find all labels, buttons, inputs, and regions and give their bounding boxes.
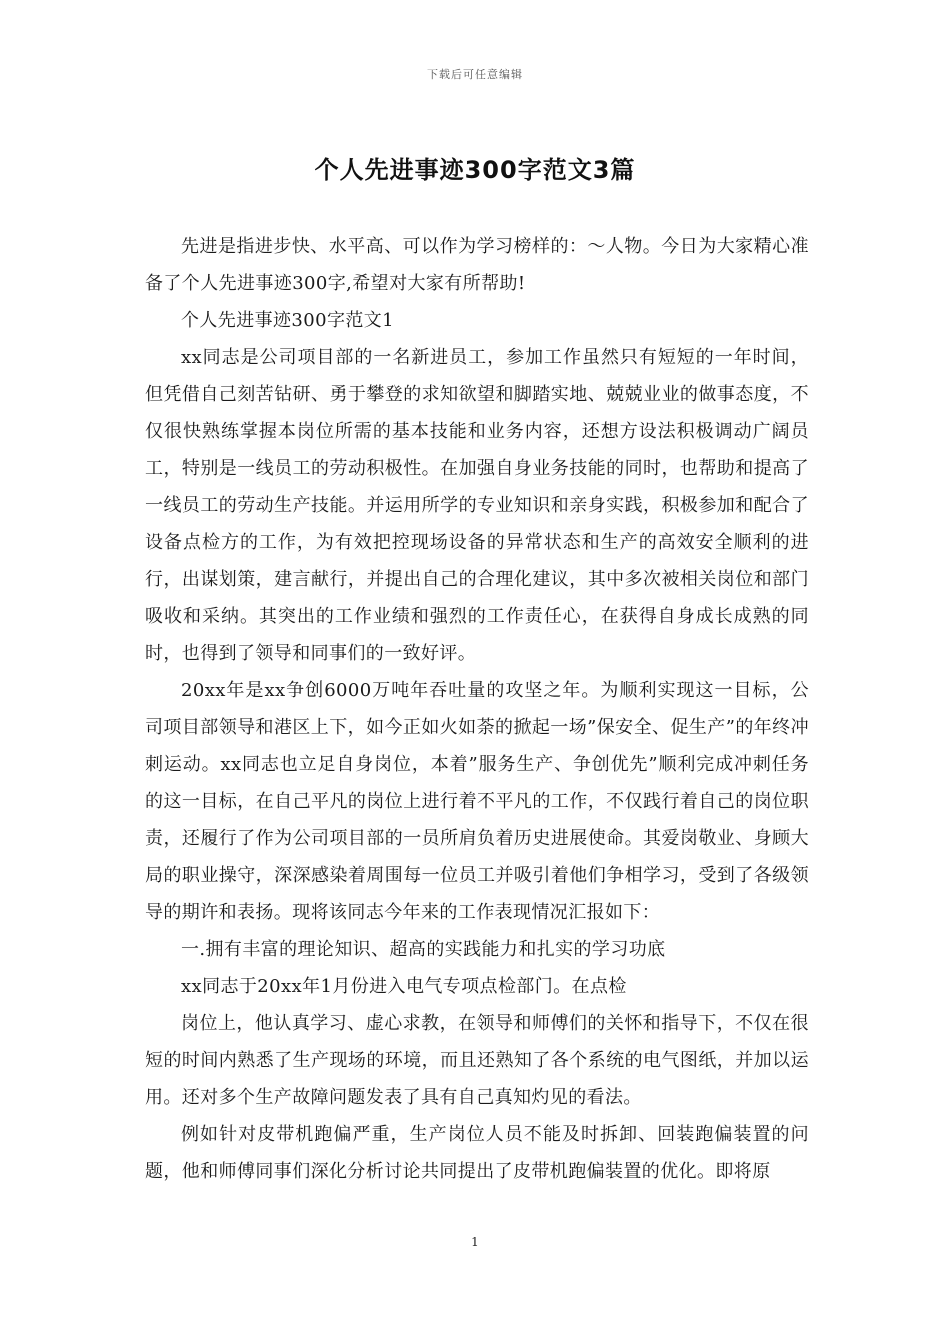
intro-paragraph: 先进是指进步快、水平高、可以作为学习榜样的：～人物。今日为大家精心准备了个人先进事迹300字,希望对大家有所帮助! xyxy=(145,236,809,294)
body-paragraph: 岗位上，他认真学习、虚心求教，在领导和师傅们的关怀和指导下，不仅在很短的时间内熟悉了生产现场的环境，而且还熟知了各个系统的电气图纸，并加以运用。还对多个生产故障问题发表了具有自己真知灼见的看法。 xyxy=(145,1013,809,1108)
subheading-paragraph: 一.拥有丰富的理论知识、超高的实践能力和扎实的学习功底 xyxy=(181,939,666,960)
document-body xyxy=(145,228,809,1190)
header-note: 下载后可任意编辑 xyxy=(427,68,523,81)
body-paragraph: 例如针对皮带机跑偏严重，生产岗位人员不能及时拆卸、回装跑偏装置的问题，他和师傅同事们深化分析讨论共同提出了皮带机跑偏装置的优化。即将原 xyxy=(145,1124,809,1182)
body-paragraph: 20xx年是xx争创6000万吨年吞吐量的攻坚之年。为顺利实现这一目标，公司项目部领导和港区上下，如今正如火如荼的掀起一场”保安全、促生产”的年终冲刺运动。xx同志也立足自身岗位，本着”服务生产、争创优先”顺利完成冲刺任务的这一目标，在自己平凡的岗位上进行着不平凡的工作，不仅践行着自己的岗位职责，还履行了作为公司项目部的一员所肩负着历史进展使命。其爱岗敬业、身顾大局的职业操守，深深感染着周围每一位员工并吸引着他们争相学习，受到了各级领导的期许和表扬。现将该同志今年来的工作表现情况汇报如下： xyxy=(145,680,809,923)
body-paragraph: xx同志于20xx年1月份进入电气专项点检部门。在点检 xyxy=(181,976,627,997)
body-paragraph: xx同志是公司项目部的一名新进员工，参加工作虽然只有短短的一年时间，但凭借自己刻苦钻研、勇于攀登的求知欲望和脚踏实地、兢兢业业的做事态度，不仅很快熟练掌握本岗位所需的基本技能和业务内容，还想方设法积极调动广阔员工，特别是一线员工的劳动积极性。在加强自身业务技能的同时，也帮助和提高了一线员工的劳动生产技能。并运用所学的专业知识和亲身实践，积极参加和配合了设备点检方的工作，为有效把控现场设备的异常状态和生产的高效安全顺利的进行，出谋划策，建言献行，并提出自己的合理化建议，其中多次被相关岗位和部门吸收和采纳。其突出的工作业绩和强烈的工作责任心，在获得自身成长成熟的同时，也得到了领导和同事们的一致好评。 xyxy=(145,347,809,664)
section-heading-1: 个人先进事迹300字范文1 xyxy=(181,310,395,331)
page-number: 1 xyxy=(471,1235,479,1249)
document-title: 个人先进事迹300字范文3篇 xyxy=(314,156,636,184)
